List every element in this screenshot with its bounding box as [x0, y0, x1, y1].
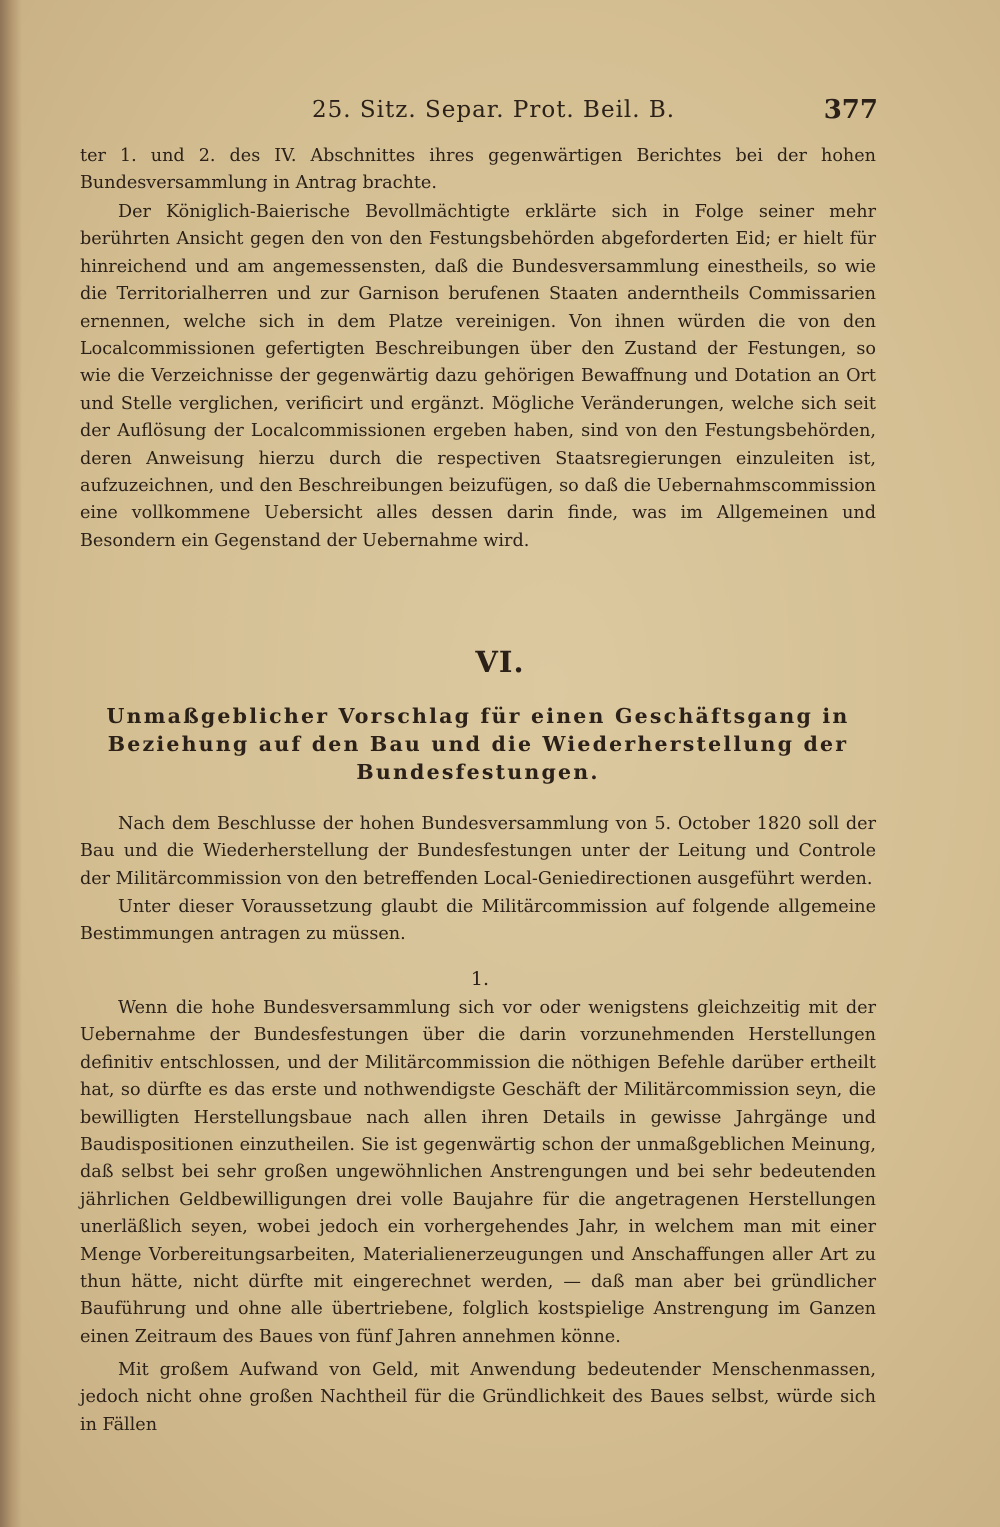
paragraph-great-expense: Mit großem Aufwand von Geld, mit Anwendung bedeutender Menschenmassen, jedoch nicht ohne großen Nachtheil für die Gründlichkeit des Baues selbst, würde sich in Fällen: [80, 1360, 876, 1435]
page-binding-edge: [0, 0, 22, 1527]
paragraph-construction-years: Wenn die hohe Bundesversammlung sich vor oder wenigstens gleichzeitig mit der Uebernahme der Bundesfestungen über die darin vorzunehmenden Herstellungen definitiv entschlossen, und der Militärcommission die nöthigen Befehle darüber ertheilt hat, so dürfte es das erste und nothwendigste Geschäft der Militärcommission seyn, die bewilligten Herstellungsbaue nach allen ihren Details in gewisse Jahrgänge und Baudispositionen einzutheilen. Sie ist gegenwärtig schon der unmaßgeblichen Meinung, daß selbst bei sehr großen ungewöhnlichen Anstrengungen und bei sehr bedeutenden jährlichen Geldbewilligungen drei volle Baujahre für die angetragenen Herstellungen unerläßlich seyen, wobei jedoch ein vorhergehendes Jahr, in welchem man mit einer Menge Vorbereitungsarbeiten, Materialienerzeugungen und Anschaffungen aller Art zu thun hätte, nicht dürfte mit eingerechnet werden, — daß man aber bei gründlicher Bauführung und ohne alle übertriebene, folglich kostspielige Anstrengung im Ganzen einen Zeitraum des Baues von fünf Jahren annehmen könne.: [80, 998, 876, 1347]
paragraph-bavarian-plenipotentiary: Der Königlich-Baierische Bevollmächtigte erklärte sich in Folge seiner mehr berührten Ansicht gegen den von den Festungsbehörden abgeforderten Eid; er hielt für hinreichend und am angemessensten, daß die Bundesversammlung einestheils, so wie die Territorialherren und zur Garnison berufenen Staaten anderntheils Commissarien ernennen, welche sich in dem Platze vereinigen. Von ihnen würden die von den Localcommissionen gefertigten Beschreibungen über den Zustand der Festungen, so wie die Verzeichnisse der gegenwärtig dazu gehörigen Bewaffnung und Dotation an Ort und Stelle verglichen, verificirt und ergänzt. Mögliche Veränderungen, welche sich seit der Auflösung der Localcommissionen ergeben haben, sind von den Festungsbehörden, deren Anweisung hierzu durch die respectiven Staatsregierungen einzuleiten ist, aufzuzeichnen, und den Beschreibungen beizufügen, so daß die Uebernahmscommission eine vollkommene Uebersicht alles dessen darin finde, was im Allgemeinen und Besondern ein Gegenstand der Uebernahme wird.: [80, 202, 876, 551]
section-title: Unmaßgeblicher Vorschlag für einen Geschäftsgang in Beziehung auf den Bau und die Wiederherstellung der Bundesfestungen.: [106, 704, 850, 784]
running-head: 25. Sitz. Separ. Prot. Beil. B.: [312, 97, 676, 123]
page-number: 377: [823, 95, 878, 125]
paragraph-proposal: Unter dieser Voraussetzung glaubt die Militärcommission auf folgende allgemeine Bestimmungen antragen zu müssen.: [80, 897, 876, 945]
subsection-numeral: 1.: [470, 968, 490, 990]
paragraph-resolution: Nach dem Beschlusse der hohen Bundesversammlung von 5. October 1820 soll der Bau und die Wiederherstellung der Bundesfestungen unter der Leitung und Controle der Militärcommission von den betreffenden Local-Geniedirectionen ausgeführt werden.: [80, 814, 876, 889]
paragraph-continuation: ter 1. und 2. des IV. Abschnittes ihres gegenwärtigen Berichtes bei der hohen Bundesversammlung in Antrag brachte.: [80, 146, 876, 194]
page-header: [80, 97, 878, 133]
section-numeral: VI.: [475, 645, 525, 679]
